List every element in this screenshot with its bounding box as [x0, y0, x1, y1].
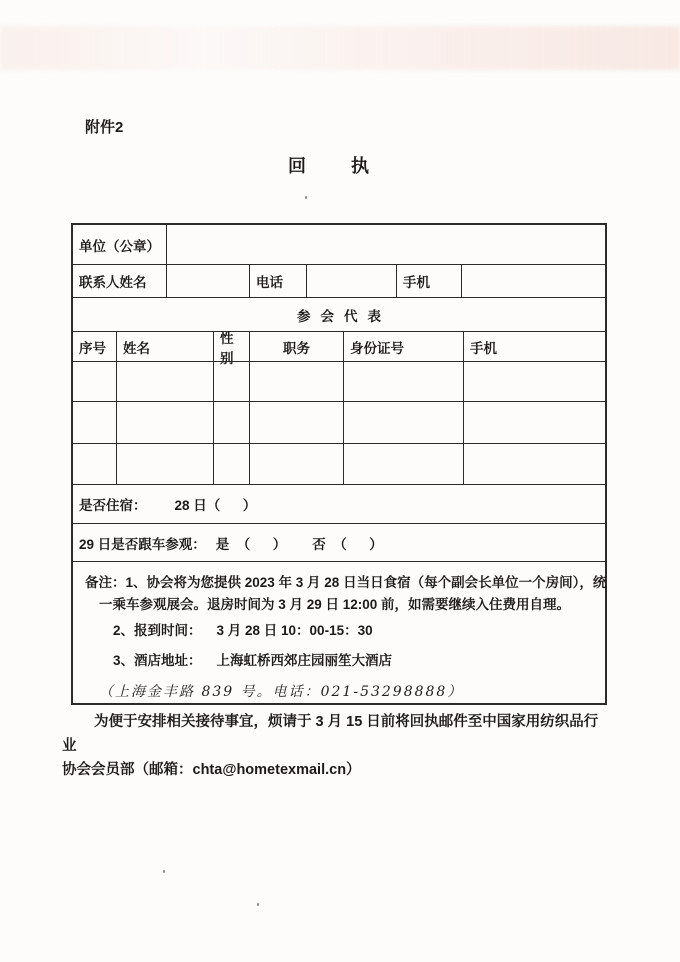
- delegate-row-empty: [73, 444, 605, 485]
- tour-option-yes: 是 （ ）: [215, 536, 287, 552]
- scan-artifact-speck: [257, 903, 259, 906]
- empty-cell: [73, 362, 117, 401]
- contact-phone-cell: [307, 265, 397, 297]
- tour-option-no: 否 （ ）: [312, 536, 383, 552]
- empty-cell: [117, 362, 214, 401]
- note-line-1: 备注：1、协会将为您提供 2023 年 3 月 28 日当日食宿（每个副会长单位一个房间），统: [85, 575, 607, 590]
- delegates-caption: 参会代表: [73, 298, 605, 332]
- empty-cell: [214, 362, 250, 401]
- scan-artifact-smudge: [0, 26, 680, 70]
- scan-artifact-speck: [305, 196, 307, 199]
- note-line-2: 一乘车参观展会。退房时间为 3 月 29 日 12:00 前，如需要继续入住费用自理。: [99, 597, 571, 612]
- contact-phone-label: 电话: [250, 265, 307, 297]
- unit-value-cell: [167, 225, 605, 264]
- tour-row: [73, 524, 605, 562]
- col-header-name: 姓名: [117, 332, 214, 361]
- scan-artifact-speck: [163, 870, 165, 873]
- footer-line-2-suffix: ）: [346, 762, 361, 778]
- footer-email: chta@hometexmail.cn: [192, 762, 347, 778]
- empty-cell: [464, 362, 605, 401]
- delegate-row-empty: [73, 362, 605, 402]
- lodging-option-28: 28 日（ ）: [174, 498, 257, 513]
- empty-cell: [73, 402, 117, 443]
- footer-line-2: [62, 758, 612, 782]
- col-header-gender: 性别: [214, 332, 250, 361]
- empty-cell: [214, 402, 250, 443]
- contact-name-cell: [167, 265, 250, 297]
- footer-line-1: 为便于安排相关接待事宜，烦请于 3 月 15 日前将回执邮件至中国家用纺织品行业: [62, 714, 599, 754]
- empty-cell: [344, 444, 464, 484]
- empty-cell: [73, 444, 117, 484]
- empty-cell: [117, 444, 214, 484]
- empty-cell: [250, 362, 344, 401]
- contact-name-label: 联系人姓名: [73, 265, 167, 297]
- col-header-id-number: 身份证号: [344, 332, 464, 361]
- empty-cell: [464, 444, 605, 484]
- delegate-row-empty: [73, 402, 605, 444]
- empty-cell: [117, 402, 214, 443]
- notes-section: [73, 562, 605, 703]
- empty-cell: [464, 402, 605, 443]
- page-title: 回执: [288, 156, 414, 176]
- footer-paragraph: [62, 710, 612, 782]
- delegates-header-row: [73, 330, 605, 366]
- empty-cell: [250, 402, 344, 443]
- contact-row: [73, 265, 605, 298]
- col-header-index: 序号: [73, 332, 117, 361]
- empty-cell: [344, 362, 464, 401]
- col-header-position: 职务: [250, 332, 344, 361]
- col-header-mobile: 手机: [470, 340, 497, 356]
- unit-row: [73, 225, 605, 265]
- note-line-3: 2、报到时间： 3 月 28 日 10：00-15：30: [113, 623, 373, 638]
- lodging-label: 是否住宿：: [79, 498, 147, 513]
- contact-mobile-label: 手机: [397, 265, 462, 297]
- contact-mobile-cell: [462, 265, 605, 297]
- note-handwritten-address: （上海金丰路 839 号。电话：021-53298888）: [99, 684, 464, 700]
- lodging-row: [73, 485, 605, 524]
- footer-line-2-prefix: 协会会员部（邮箱：: [62, 762, 193, 778]
- reply-form-table: [71, 223, 607, 705]
- empty-cell: [214, 444, 250, 484]
- empty-cell: [344, 402, 464, 443]
- attachment-label: 附件2: [85, 119, 124, 136]
- note-line-4: 3、酒店地址： 上海虹桥西郊庄园丽笙大酒店: [113, 653, 393, 668]
- empty-cell: [250, 444, 344, 484]
- unit-label: 单位（公章）: [73, 225, 167, 264]
- tour-label: 29 日是否跟车参观：: [79, 536, 206, 552]
